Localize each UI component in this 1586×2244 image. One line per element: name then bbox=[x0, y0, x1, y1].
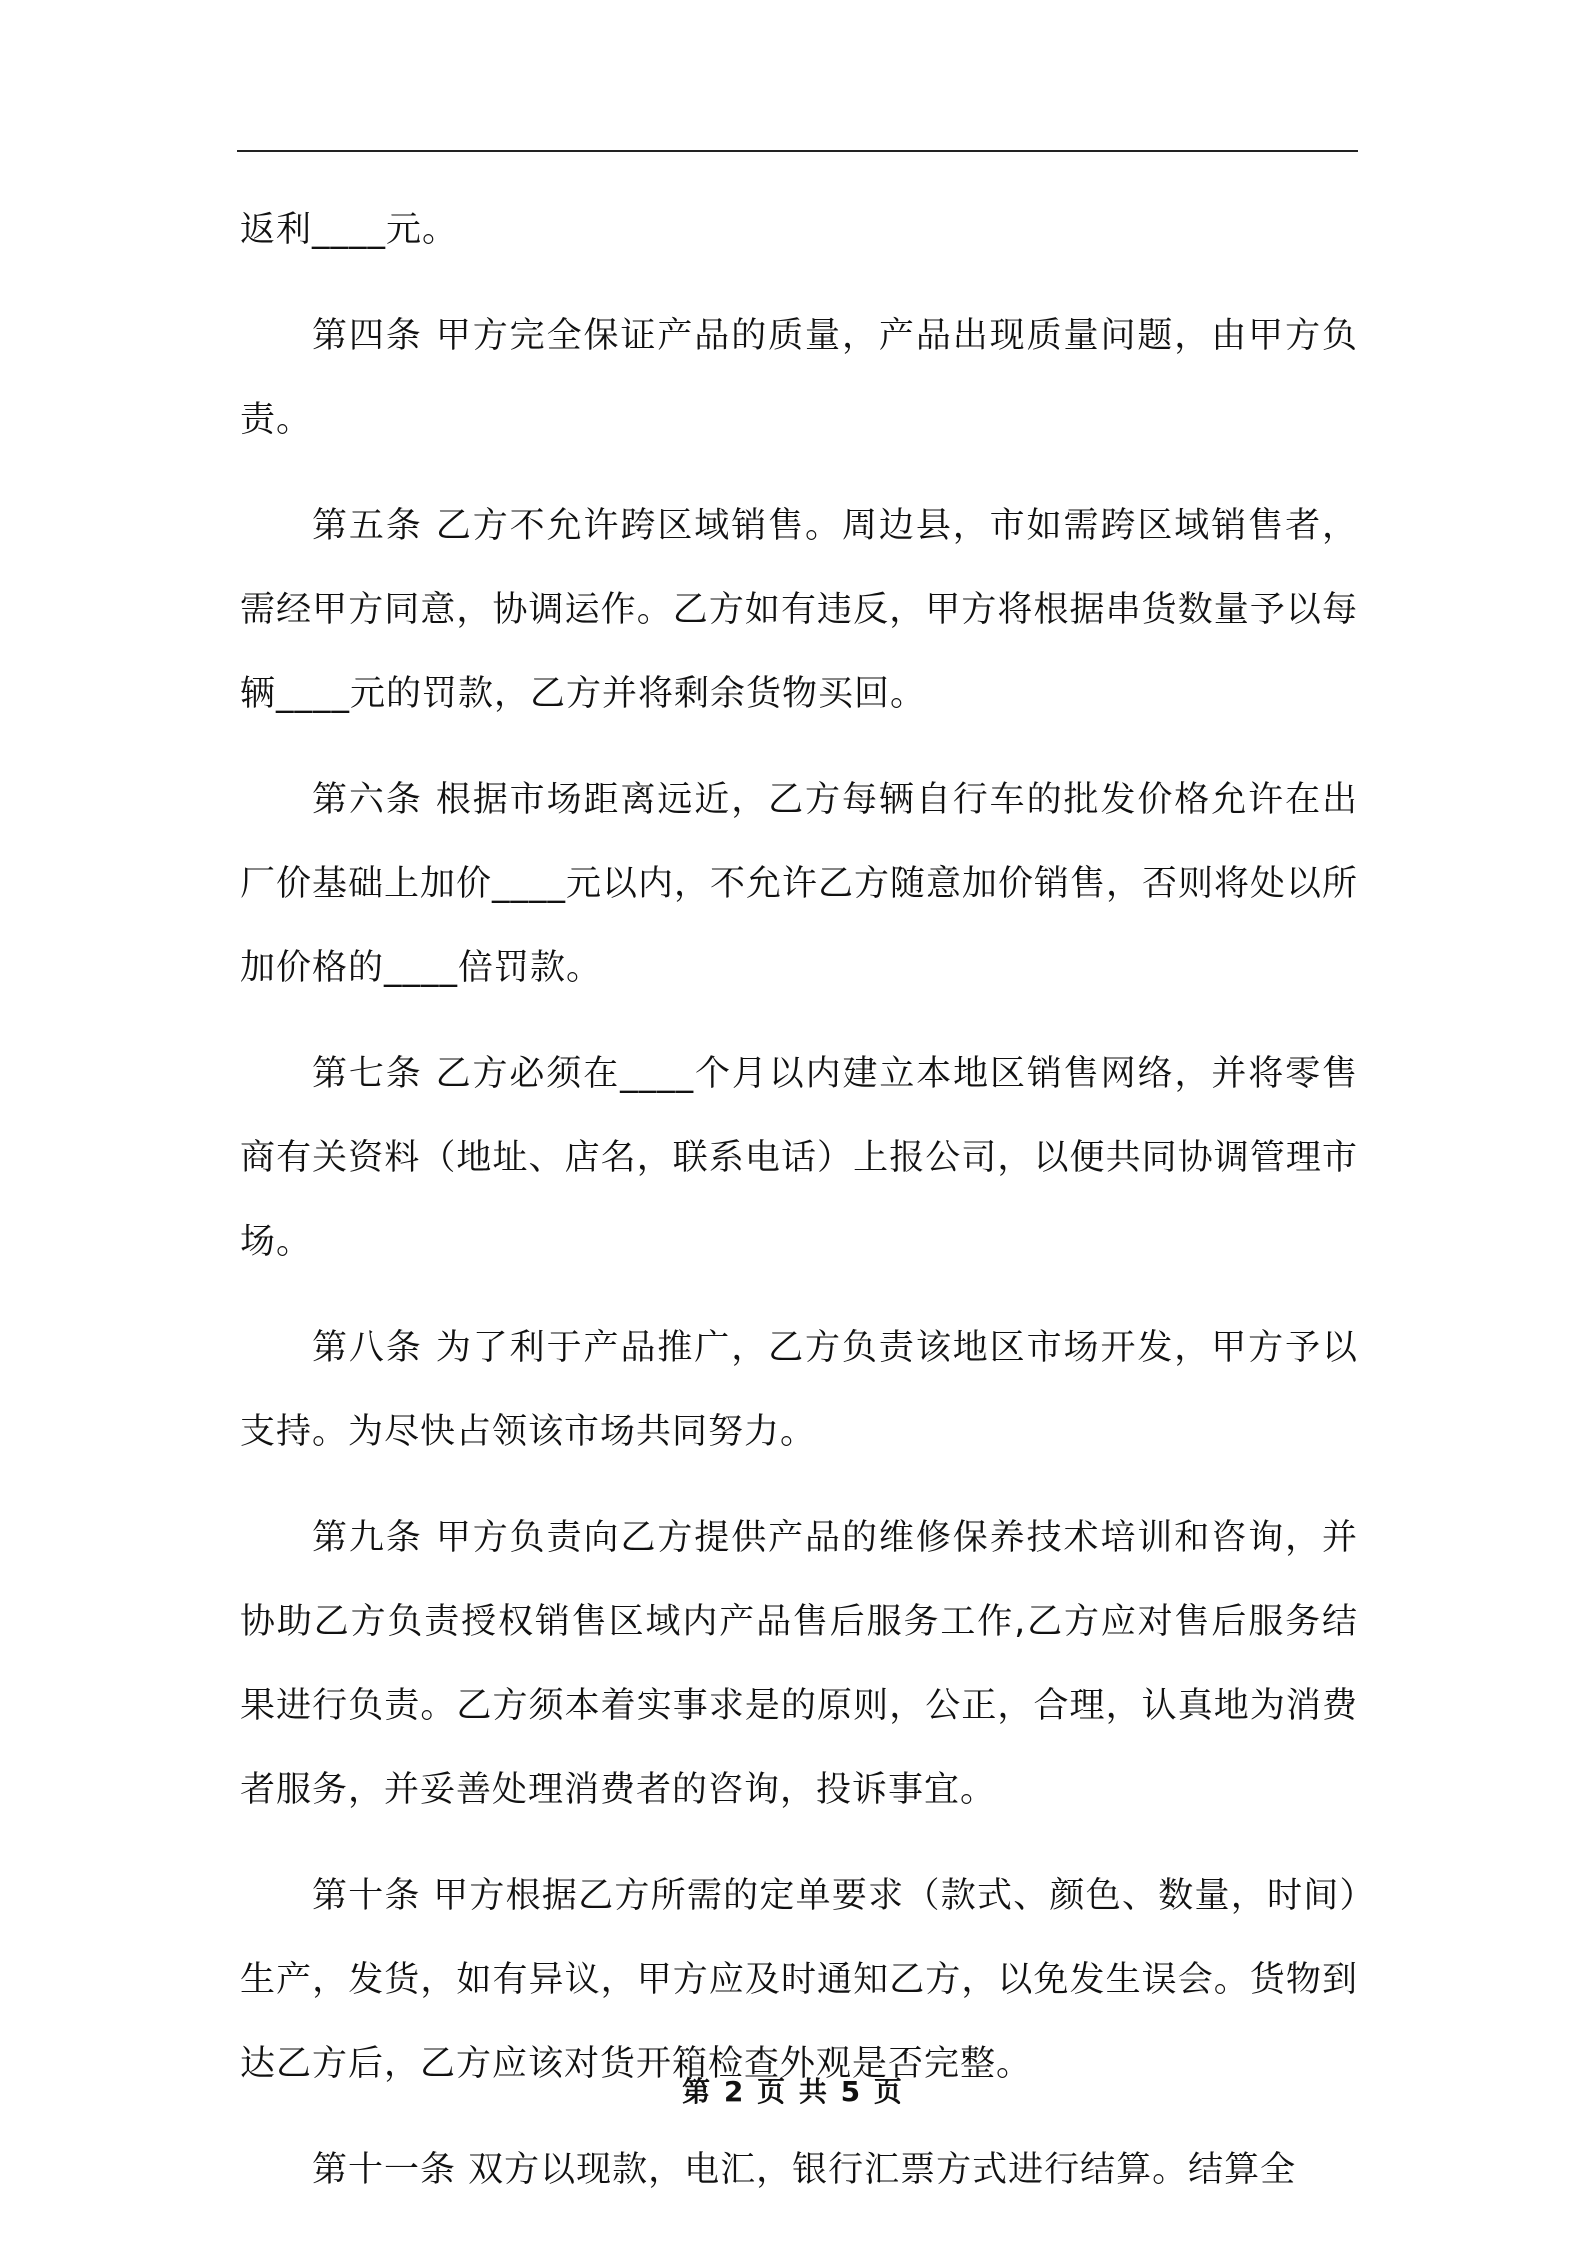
paragraph-continuation: 返利____元。 bbox=[240, 210, 459, 250]
paragraph-article-4: 第四条 甲方完全保证产品的质量，产品出现质量问题，由甲方负责。 bbox=[240, 316, 1358, 440]
paragraph-article-11: 第十一条 双方以现款，电汇，银行汇票方式进行结算。结算全 bbox=[312, 2150, 1297, 2190]
header-rule bbox=[237, 150, 1358, 152]
paragraph-article-5: 第五条 乙方不允许跨区域销售。周边县，市如需跨区域销售者，需经甲方同意，协调运作。乙方如有违反，甲方将根据串货数量予以每辆____元的罚款，乙方并将剩余货物买回。 bbox=[240, 506, 1358, 714]
paragraph-article-9: 第九条 甲方负责向乙方提供产品的维修保养技术培训和咨询，并协助乙方负责授权销售区域内产品售后服务工作,乙方应对售后服务结果进行负责。乙方须本着实事求是的原则，公正，合理，认真地为消费者服务，并妥善处理消费者的咨询，投诉事宜。 bbox=[240, 1518, 1358, 1810]
page-footer bbox=[0, 2070, 1586, 2110]
document-body bbox=[240, 188, 1358, 2234]
paragraph-article-6: 第六条 根据市场距离远近，乙方每辆自行车的批发价格允许在出厂价基础上加价____元以内，不允许乙方随意加价销售，否则将处以所加价格的____倍罚款。 bbox=[240, 780, 1359, 988]
paragraph-article-10: 第十条 甲方根据乙方所需的定单要求（款式、颜色、数量，时间）生产，发货，如有异议，甲方应及时通知乙方，以免发生误会。货物到达乙方后，乙方应该对货开箱检查外观是否完整。 bbox=[240, 1876, 1358, 2084]
page-number-label: 第 2 页 共 5 页 bbox=[682, 2075, 904, 2108]
paragraph-article-7: 第七条 乙方必须在____个月以内建立本地区销售网络，并将零售商有关资料（地址、店名，联系电话）上报公司，以便共同协调管理市场。 bbox=[240, 1054, 1358, 1262]
paragraph-article-8: 第八条 为了利于产品推广，乙方负责该地区市场开发，甲方予以支持。为尽快占领该市场共同努力。 bbox=[240, 1328, 1358, 1452]
